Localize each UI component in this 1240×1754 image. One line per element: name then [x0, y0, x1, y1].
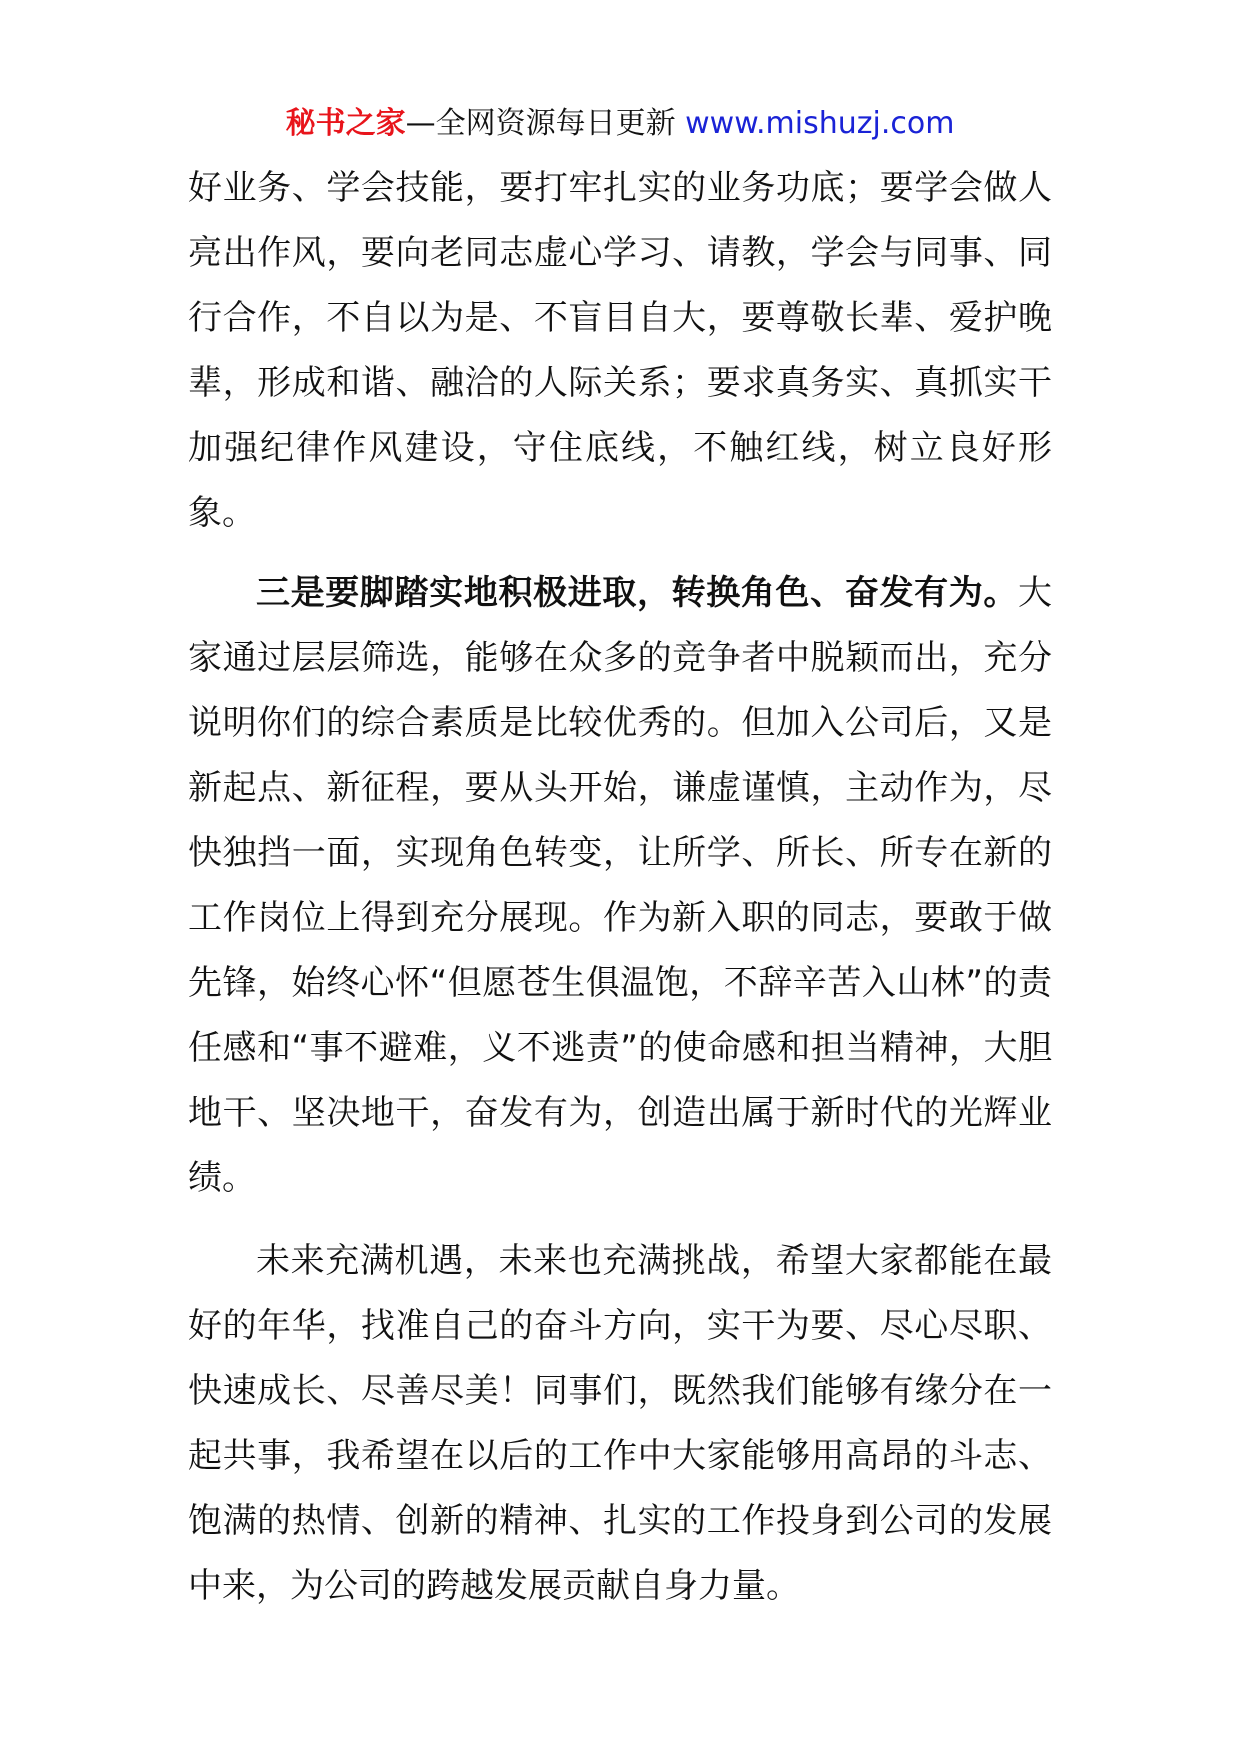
header-url-link[interactable]: www.mishuzj.com — [685, 106, 955, 141]
header-slogan: —全网资源每日更新 — [405, 106, 686, 141]
header-brand: 秘书之家 — [285, 106, 406, 141]
document-body — [188, 156, 1052, 1619]
paragraph-2-text: 大家通过层层筛选，能够在众多的竞争者中脱颖而出，充分说明你们的综合素质是比较优秀的。但加入公司后，又是新起点、新征程，要从头开始，谦虚谨慎，主动作为，尽快独挡一面，实现角色转变，让所学、所长、所专在新的工作岗位上得到充分展现。作为新入职的同志，要敢于做先锋，始终心怀“但愿苍生俱温饱，不辞辛苦入山林”的责任感和“事不避难，义不逃责”的使命感和担当精神，大胆地干、坚决地干，奋发有为，创造出属于新时代的光辉业绩。 — [188, 573, 1052, 1198]
paragraph-1-text: 好业务、学会技能，要打牢扎实的业务功底；要学会做人亮出作风，要向老同志虚心学习、请教，学会与同事、同行合作，不自以为是、不盲目自大，要尊敬长辈、爱护晚辈，形成和谐、融洽的人际关系；要求真务实、真抓实干加强纪律作风建设，守住底线，不触红线，树立良好形象。 — [188, 168, 1052, 533]
paragraph-3-text: 未来充满机遇，未来也充满挑战，希望大家都能在最好的年华，找准自己的奋斗方向，实干为要、尽心尽职、快速成长、尽善尽美！同事们，既然我们能够有缘分在一起共事，我希望在以后的工作中大家能够用高昂的斗志、饱满的热情、创新的精神、扎实的工作投身到公司的发展中来，为公司的跨越发展贡献自身力量。 — [188, 1241, 1052, 1606]
paragraph-2 — [188, 561, 1052, 1211]
paragraph-3 — [188, 1229, 1052, 1619]
paragraph-1 — [188, 156, 1052, 546]
paragraph-2-lead: 三是要脚踏实地积极进取，转换角色、奋发有为。 — [256, 573, 1018, 613]
page-header — [0, 102, 1240, 146]
